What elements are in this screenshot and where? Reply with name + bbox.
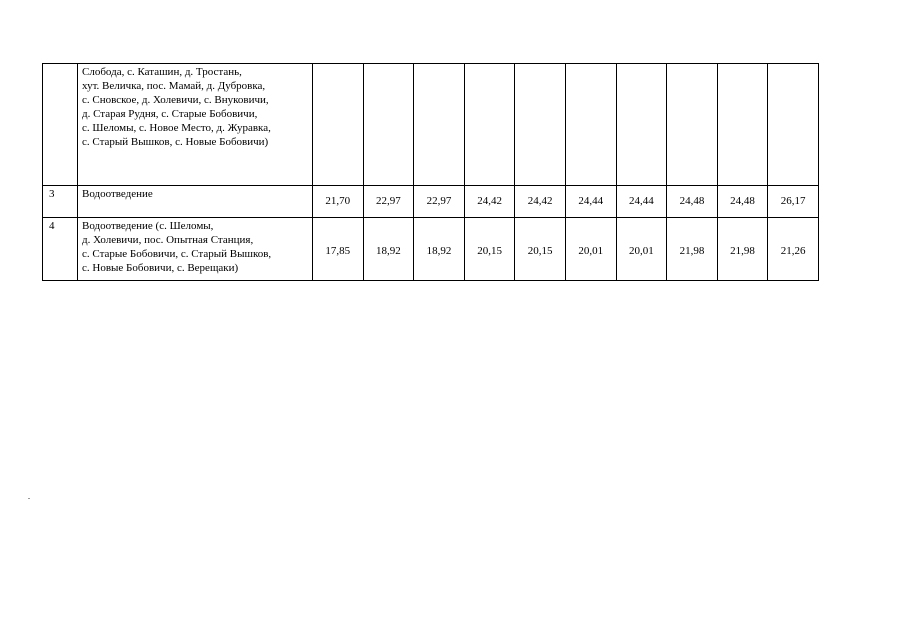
tariff-value-cell: 17,85 bbox=[313, 218, 364, 281]
tariff-value-cell: 18,92 bbox=[363, 218, 414, 281]
tariff-value-cell: 18,92 bbox=[414, 218, 465, 281]
tariff-value-cell bbox=[717, 64, 768, 186]
tariff-value-cell: 24,42 bbox=[464, 186, 515, 218]
row-number-cell bbox=[43, 64, 78, 186]
tariff-value-cell: 24,48 bbox=[667, 186, 718, 218]
tariff-value-cell bbox=[667, 64, 718, 186]
table-row bbox=[43, 186, 819, 218]
tariff-value-cell: 21,98 bbox=[667, 218, 718, 281]
tariff-value-cell bbox=[464, 64, 515, 186]
service-description-cell bbox=[78, 186, 313, 218]
tariff-value-cell bbox=[363, 64, 414, 186]
row-number-cell: 3 bbox=[43, 186, 78, 218]
tariff-value-cell: 26,17 bbox=[768, 186, 819, 218]
description-line: Слобода, с. Каташин, д. Тростань, bbox=[82, 66, 242, 78]
tariff-value-cell bbox=[313, 64, 364, 186]
description-line: д. Холевичи, пос. Опытная Станция, bbox=[82, 234, 254, 246]
tariff-value-cell bbox=[565, 64, 616, 186]
tariff-value-cell: 20,15 bbox=[464, 218, 515, 281]
description-line: с. Шеломы, с. Новое Место, д. Журавка, bbox=[82, 122, 271, 134]
tariff-value-cell: 21,98 bbox=[717, 218, 768, 281]
tariff-value-cell: 24,44 bbox=[616, 186, 667, 218]
tariff-value-cell bbox=[515, 64, 566, 186]
table-row bbox=[43, 64, 819, 186]
service-description-cell bbox=[78, 218, 313, 281]
tariff-value-cell: 21,26 bbox=[768, 218, 819, 281]
tariff-value-cell: 22,97 bbox=[363, 186, 414, 218]
description-line: д. Старая Рудня, с. Старые Бобовичи, bbox=[82, 108, 258, 120]
tariff-value-cell: 20,15 bbox=[515, 218, 566, 281]
tariff-value-cell: 20,01 bbox=[565, 218, 616, 281]
description-line: хут. Величка, пос. Мамай, д. Дубровка, bbox=[82, 80, 266, 92]
scan-speck bbox=[28, 498, 30, 499]
table-row bbox=[43, 218, 819, 281]
tariff-value-cell: 24,44 bbox=[565, 186, 616, 218]
tariff-value-cell bbox=[616, 64, 667, 186]
tariff-value-cell: 21,70 bbox=[313, 186, 364, 218]
tariff-value-cell: 24,42 bbox=[515, 186, 566, 218]
tariff-table bbox=[42, 63, 819, 281]
description-line: с. Старый Вышков, с. Новые Бобовичи) bbox=[82, 136, 269, 148]
tariff-value-cell bbox=[768, 64, 819, 186]
description-line: Водоотведение bbox=[82, 188, 153, 200]
description-line: с. Новые Бобовичи, с. Верещаки) bbox=[82, 262, 239, 274]
description-line: Водоотведение (с. Шеломы, bbox=[82, 220, 214, 232]
tariff-value-cell bbox=[414, 64, 465, 186]
service-description-cell bbox=[78, 64, 313, 186]
tariff-value-cell: 24,48 bbox=[717, 186, 768, 218]
description-line: с. Сновское, д. Холевичи, с. Внуковичи, bbox=[82, 94, 269, 106]
tariff-value-cell: 20,01 bbox=[616, 218, 667, 281]
row-number-cell: 4 bbox=[43, 218, 78, 281]
tariff-value-cell: 22,97 bbox=[414, 186, 465, 218]
description-line: с. Старые Бобовичи, с. Старый Вышков, bbox=[82, 248, 272, 260]
